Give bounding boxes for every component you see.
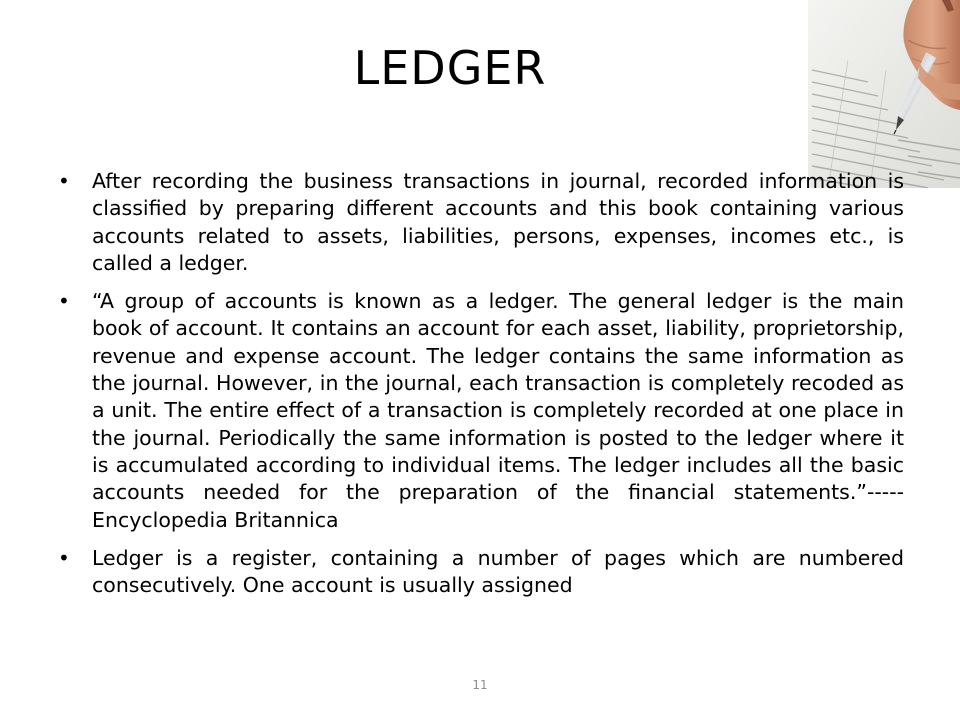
hand-with-pen-image bbox=[808, 0, 960, 188]
bullet-item bbox=[56, 288, 904, 534]
bullet-marker: • bbox=[58, 169, 70, 193]
hand-writing-photo bbox=[808, 0, 960, 188]
bullet-text: “A group of accounts is known as a ledger. The general ledger is the main book of account. It contains an account for each asset, liability, proprietorship, revenue and expense account. The ledger contains the same information as the journal. However, in the journal, each transaction is completely recoded as a unit. The entire effect of a transaction is completely recorded at one place in the journal. Periodically the same information is posted to the ledger where it is accumulated according to individual items. The ledger includes all the basic accounts needed for the preparation of the financial statements.”-----Encyclopedia Britannica bbox=[92, 289, 904, 532]
bullet-item bbox=[56, 168, 904, 277]
bullet-marker: • bbox=[58, 289, 70, 314]
slide-title: LEDGER bbox=[353, 41, 547, 95]
bullet-text: After recording the business transactions in journal, recorded information is classified by preparing different accounts and this book containing various accounts related to assets, liabilities, persons, expenses, incomes etc., is called a ledger. bbox=[92, 169, 904, 275]
bullet-item bbox=[56, 545, 904, 600]
bullet-text: Ledger is a register, containing a number of pages which are numbered consecutively. One account is usually assigned bbox=[92, 545, 904, 598]
page-number: 11 bbox=[472, 678, 488, 692]
bullet-marker: • bbox=[58, 545, 70, 570]
bullet-list bbox=[56, 168, 904, 610]
